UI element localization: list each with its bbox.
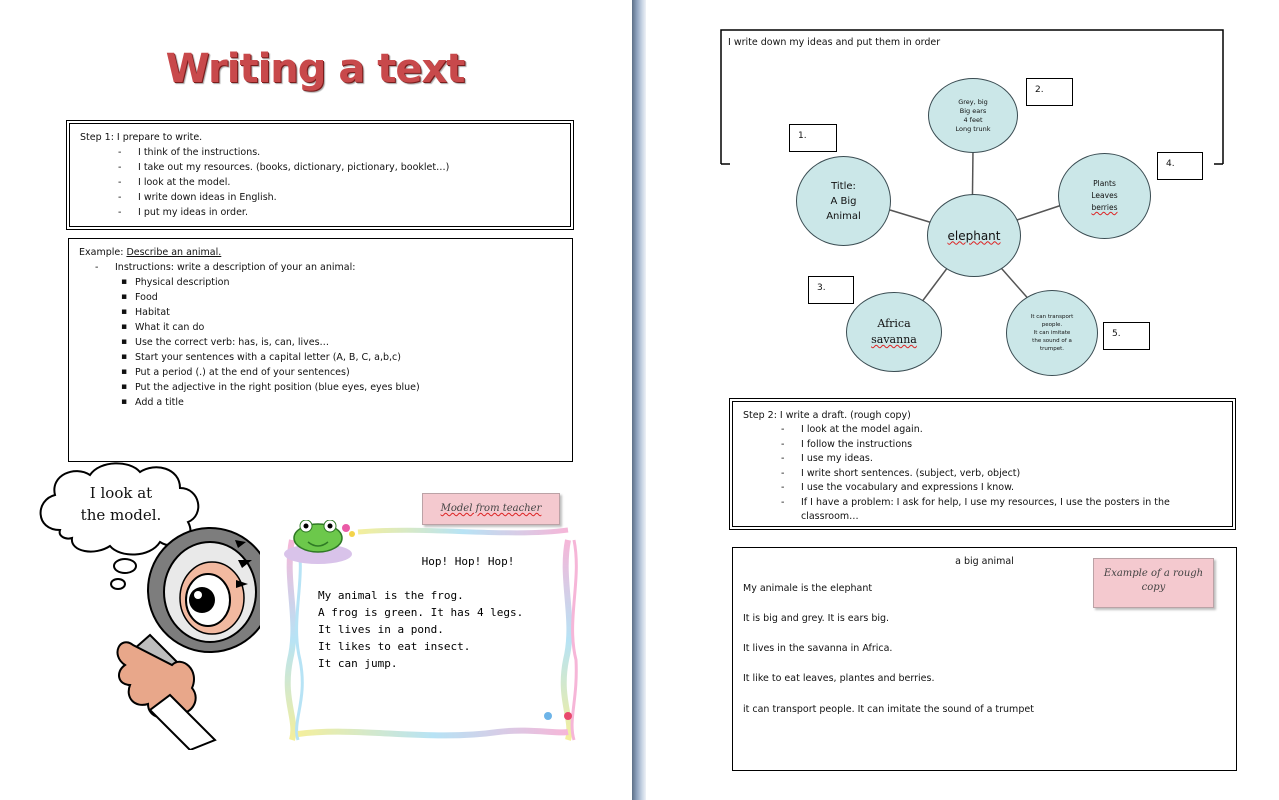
list-item: - I write short sentences. (subject, verb, object) xyxy=(801,467,1222,482)
number-box-1: 1. xyxy=(789,124,837,152)
draft-title: a big animal xyxy=(955,556,1014,567)
rough-copy-note xyxy=(1093,558,1214,608)
node-line: Long trunk xyxy=(955,124,991,133)
node-line: Leaves xyxy=(1091,191,1118,200)
model-line: It lives in a pond. xyxy=(318,623,444,636)
node-line: A Big xyxy=(830,195,857,207)
node-line: 4 feet xyxy=(963,115,983,124)
node-line: Animal xyxy=(826,210,861,222)
bubble-line: the model. xyxy=(80,506,162,524)
node-line: the sound of a xyxy=(1032,338,1072,344)
example-label: Example: xyxy=(79,247,127,258)
draft-line: It lives in the savanna in Africa. xyxy=(743,643,893,654)
list-item: - I use my ideas. xyxy=(801,452,1222,467)
number-box-3: 3. xyxy=(808,276,854,304)
list-item: - I look at the model again. xyxy=(801,423,1222,438)
draft-box xyxy=(732,547,1237,771)
number-box-5: 5. xyxy=(1103,322,1150,350)
list-item: ▪ Put a period (.) at the end of your sentences) xyxy=(135,365,562,380)
example-heading xyxy=(79,245,562,260)
list-item: ▪ Physical description xyxy=(135,275,562,290)
node-line: savanna xyxy=(871,333,917,346)
bubble-line: I look at xyxy=(89,484,153,502)
node-line: trumpet. xyxy=(1039,346,1065,352)
web-node-title xyxy=(796,156,891,246)
node-line: berries xyxy=(1091,203,1118,212)
list-item: - I take out my resources. (books, dictionary, pictionary, booklet…) xyxy=(138,160,560,175)
list-item: - I follow the instructions xyxy=(801,438,1222,453)
node-line: people. xyxy=(1041,322,1063,328)
list-item: - I look at the model. xyxy=(138,175,560,190)
draft-line: it can transport people. It can imitate the sound of a trumpet xyxy=(743,704,1034,715)
model-note-text: Model from teacher xyxy=(440,503,542,514)
step2-heading: Step 2: I write a draft. (rough copy) xyxy=(743,410,911,421)
list-item: - I think of the instructions. xyxy=(138,145,560,160)
model-title: Hop! Hop! Hop! xyxy=(421,555,515,568)
step1-box xyxy=(66,120,574,230)
list-item: - I put my ideas in order. xyxy=(138,205,560,220)
node-line: Plants xyxy=(1093,179,1116,188)
instructions-list xyxy=(79,260,562,275)
center-label: elephant xyxy=(947,228,1001,243)
ideas-heading: I write down my ideas and put them in order xyxy=(728,37,941,48)
model-body xyxy=(318,587,558,672)
node-line: Big ears xyxy=(959,106,987,115)
list-item: ▪ Put the adjective in the right position (blue eyes, eyes blue) xyxy=(135,380,562,395)
web-node-center xyxy=(927,194,1021,277)
page-divider xyxy=(632,0,646,800)
rough-copy-note-text: Example of a rough copy xyxy=(1103,568,1204,593)
draft-line: My animale is the elephant xyxy=(743,583,873,594)
node-line: Grey, big xyxy=(958,97,988,106)
thought-bubble-text xyxy=(46,482,196,526)
list-item: - Instructions: write a description of your an animal: xyxy=(115,260,562,275)
web-node-habitat xyxy=(846,292,942,372)
example-box xyxy=(68,238,573,462)
list-item: - I write down ideas in English. xyxy=(138,190,560,205)
step1-list xyxy=(80,145,560,220)
list-item: ▪ Start your sentences with a capital letter (A, B, C, a,b,c) xyxy=(135,350,562,365)
number-box-2: 2. xyxy=(1026,78,1073,106)
step1-heading: Step 1: I prepare to write. xyxy=(80,132,203,143)
web-node-food xyxy=(1058,153,1151,239)
list-item: ▪ Food xyxy=(135,290,562,305)
model-line: My animal is the frog. xyxy=(318,589,464,602)
node-line: It can imitate xyxy=(1033,330,1071,336)
list-item: - If I have a problem: I ask for help, I use my resources, I use the posters in the classroom… xyxy=(801,496,1222,525)
draft-line: It is big and grey. It is ears big. xyxy=(743,613,890,624)
list-item: ▪ Use the correct verb: has, is, can, lives… xyxy=(135,335,562,350)
points-list xyxy=(79,275,562,410)
number-box-4: 4. xyxy=(1157,152,1203,180)
list-item: ▪ Add a title xyxy=(135,395,562,410)
list-item: ▪ What it can do xyxy=(135,320,562,335)
step2-list xyxy=(743,423,1222,525)
node-line: Title: xyxy=(831,180,856,192)
model-line: A frog is green. It has 4 legs. xyxy=(318,606,524,619)
model-line: It likes to eat insect. xyxy=(318,640,471,653)
example-task: Describe an animal. xyxy=(126,247,222,258)
page-title: Writing a text xyxy=(165,46,465,92)
node-line: It can transport xyxy=(1030,314,1074,320)
web-node-ability xyxy=(1006,290,1098,376)
web-node-physical xyxy=(928,78,1018,153)
list-item: ▪ Habitat xyxy=(135,305,562,320)
draft-line: It like to eat leaves, plantes and berries. xyxy=(743,673,935,684)
step2-box xyxy=(729,398,1236,530)
model-line: It can jump. xyxy=(318,657,398,670)
node-line: Africa xyxy=(877,317,911,330)
list-item: - I use the vocabulary and expressions I know. xyxy=(801,481,1222,496)
